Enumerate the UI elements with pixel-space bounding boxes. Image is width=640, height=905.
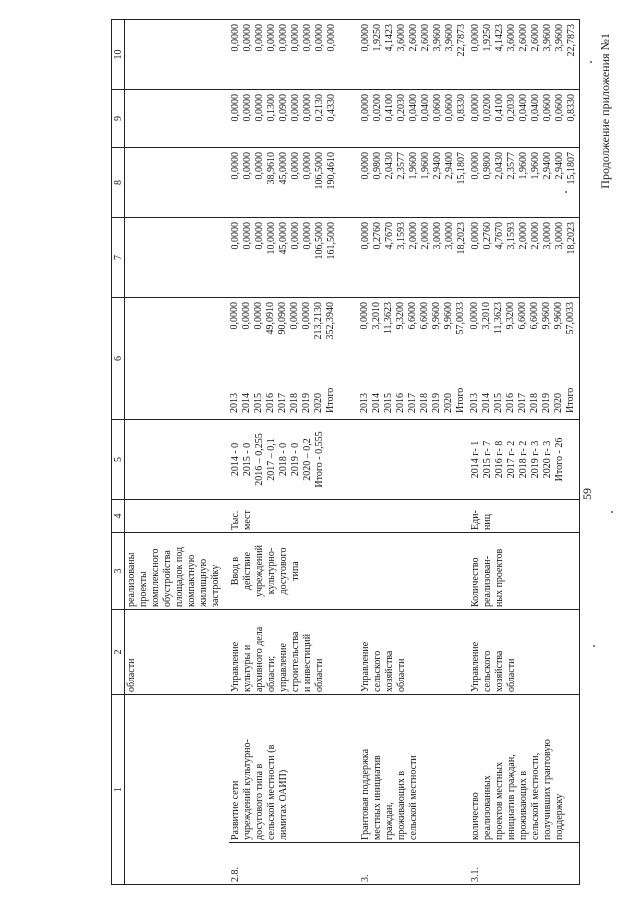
table-row: [229, 20, 359, 885]
scan-speck: [611, 511, 613, 513]
value-cell: 0,0000 0,9800 2,0430 2,3577 1,9600 1,9600 2,9400 2,9400 15,1807: [469, 148, 580, 218]
years-list: 2013 2014 2015 2016 2017 2018 2019 2020 Итого: [468, 387, 576, 413]
executor-cell: Управление сельского хозяйства области: [359, 610, 469, 695]
unit-cell: Тыс. мест: [229, 500, 359, 533]
unit-cell: [359, 500, 469, 533]
value-cell: 0,0000 0,0200 0,4100 0,2030 0,0400 0,0400 0,0600 0,0600 0,8330: [469, 90, 580, 148]
value-cell: 0,0000 0,0000 0,0000 10,0000 45,0000 0,0000 0,0000 106,5000 161,5000: [229, 218, 359, 298]
unit-cell: Еди- ниц: [469, 500, 580, 533]
table-row: [359, 20, 469, 885]
header-cell: 10: [112, 20, 125, 90]
unit-cell: [125, 500, 229, 533]
header-cell: 2: [112, 610, 125, 695]
years-values-cell: [359, 298, 469, 420]
values-list: 0,0000 3,2010 11,3623 9,3200 6,6000 6,6000 9,9600 9,9600 57,0033: [358, 302, 466, 335]
page-number: 59: [580, 488, 594, 500]
value-cell: 0,0000 0,0000 0,0000 0,0000 0,0000 0,0000 0,0000 0,0000 0,0000: [229, 20, 359, 90]
row-name-cell: Грантовая поддержка местных инициатив граждан, проживающих в сельской местности: [359, 695, 469, 843]
target-values-cell: [125, 420, 229, 500]
header-cell: 4: [112, 500, 125, 533]
program-activities-table: [111, 19, 580, 885]
value-cell: 0,0000 1,9250 4,1423 3,6000 2,6000 2,6000 3,9600 3,9600 22,7873: [359, 20, 469, 90]
table-header-row: [112, 20, 125, 885]
row-number-cell: 3.1.: [469, 843, 580, 885]
row-name-cell: Развитие сети учреждений культурно- досугового типа в сельской местности (в лимитах ОАИП): [229, 695, 359, 843]
years-values-cell: [125, 298, 229, 420]
value-cell: 0,0000 0,0200 0,4100 0,2030 0,0400 0,0400 0,0600 0,0600 0,8330: [359, 90, 469, 148]
executor-cell: Управление культуры и архивного дела области; управление строительства и инвестиций области: [229, 610, 359, 695]
scan-speck: [590, 61, 592, 63]
header-cell: 6: [112, 298, 125, 420]
values-list: 0,0000 0,0000 0,0000 49,0910 90,0900 0,0000 0,0000 213,2130 352,3940: [228, 302, 336, 340]
header-cell: 8: [112, 148, 125, 218]
target-values-cell: [359, 420, 469, 500]
appendix-continuation-note: Продолжение приложения №1: [598, 33, 612, 189]
years-values-cell: [469, 298, 580, 420]
table-row: [125, 20, 229, 885]
years-values-cell: [229, 298, 359, 420]
indicator-cell: Ввод в действие учреждений культурно- досугового типа: [229, 533, 359, 610]
value-cell: 0,0000 0,9800 2,0430 2,3577 1,9600 1,9600 2,9400 2,9400 15,1807: [359, 148, 469, 218]
indicator-cell: реализованы проекты комплексного обустройства площадок под компактную жилищную застройку: [125, 533, 229, 610]
value-cell: 0,0000 0,0000 0,0000 38,9610 45,0000 0,0000 0,0000 106,5000 190,4610: [229, 148, 359, 218]
value-cell: 0,0000 0,2760 4,7670 3,1593 2,0000 2,0000 3,0000 3,0000 18,2023: [359, 218, 469, 298]
value-cell: [125, 90, 229, 148]
header-cell: 9: [112, 90, 125, 148]
value-cell: [125, 218, 229, 298]
value-cell: 0,0000 1,9250 4,1423 3,6000 2,6000 2,6000 3,9600 3,9600 22,7873: [469, 20, 580, 90]
years-list: 2013 2014 2015 2016 2017 2018 2019 2020 Итого: [228, 387, 336, 413]
target-values-cell: 2014 - 0 2015 - 0 2016 – 0,255 2017 – 0,1 2018 - 0 2019 - 0 2020 – 0,2 Итого - 0,555: [229, 420, 359, 500]
executor-cell: области: [125, 610, 229, 695]
header-cell: 1: [112, 695, 125, 885]
value-cell: [125, 148, 229, 218]
scan-speck: [593, 645, 595, 647]
indicator-cell: Количество реализован- ных проектов: [469, 533, 580, 610]
row-name-cell: количество реализованных проектов местных инициатив граждан, проживающих в сельской местности, получивших грантовую поддержку: [469, 695, 580, 843]
header-cell: 7: [112, 218, 125, 298]
row-number-cell: 2.8.: [229, 843, 359, 885]
value-cell: 0,0000 0,0000 0,0000 0,1300 0,0900 0,0000 0,0000 0,2130 0,4330: [229, 90, 359, 148]
indicator-cell: [359, 533, 469, 610]
header-cell: 5: [112, 420, 125, 500]
row-number-cell: 3.: [359, 843, 469, 885]
values-list: 0,0000 3,2010 11,3623 9,3200 6,6000 6,6000 9,9600 9,9600 57,0033: [468, 302, 576, 335]
row-name-cell: [125, 695, 229, 885]
value-cell: 0,0000 0,2760 4,7670 3,1593 2,0000 2,0000 3,0000 3,0000 18,2023: [469, 218, 580, 298]
table-row: [469, 20, 580, 885]
header-cell: 3: [112, 533, 125, 610]
years-list: 2013 2014 2015 2016 2017 2018 2019 2020 Итого: [358, 387, 466, 413]
value-cell: [125, 20, 229, 90]
executor-cell: Управление сельского хозяйства области: [469, 610, 580, 695]
target-values-cell: 2014 г- 1 2015 г- 7 2016 г- 8 2017 г- 2 2018 г- 2 2019 г- 3 2020 г- 3 Итого - 26: [469, 420, 580, 500]
